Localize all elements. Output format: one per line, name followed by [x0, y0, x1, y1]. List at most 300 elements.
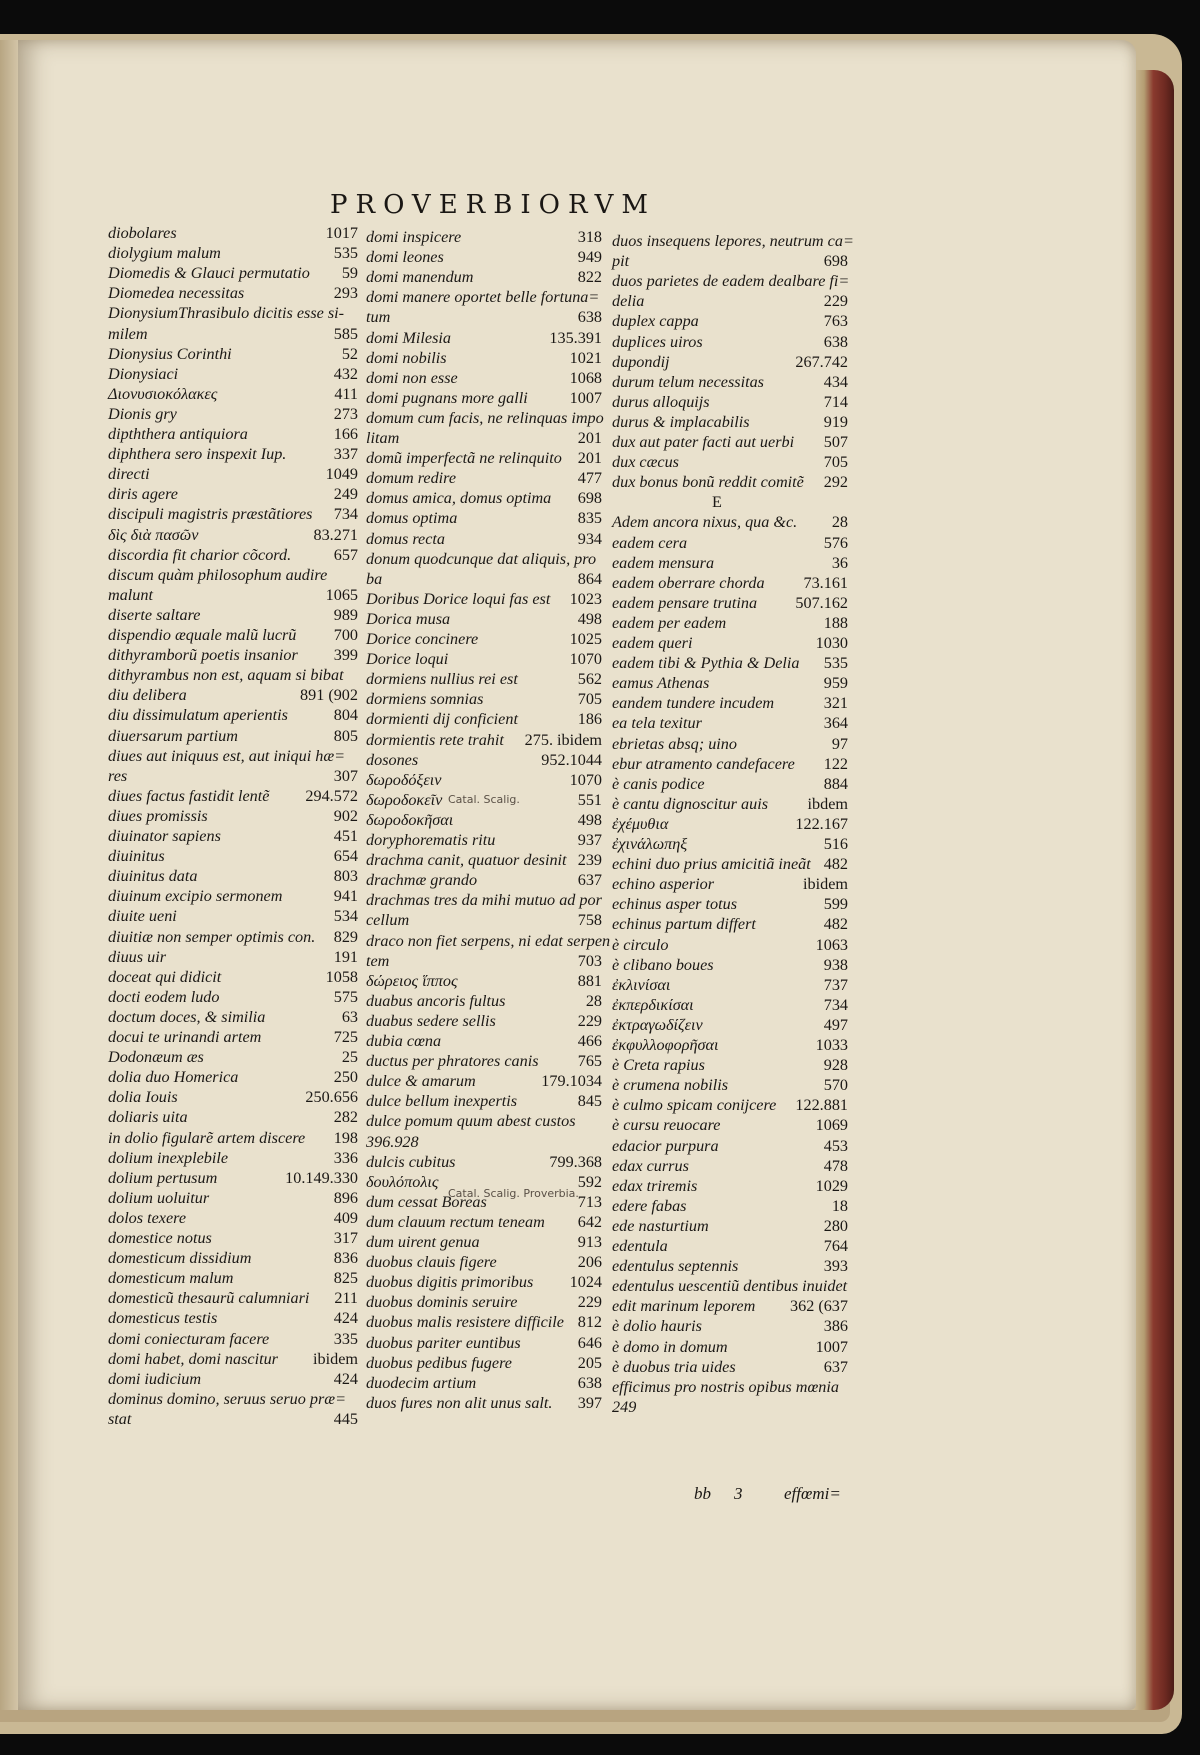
index-entry	[612, 513, 848, 533]
index-entry	[366, 891, 602, 911]
entry-page-number: 1024	[569, 1273, 602, 1292]
entry-page-number: 881	[577, 971, 602, 990]
index-entry	[366, 1032, 602, 1052]
index-entry	[612, 634, 848, 654]
index-entry	[612, 1036, 848, 1056]
entry-text: diuus uir	[108, 947, 167, 966]
entry-text: ἐχέμυθια	[612, 814, 669, 833]
index-entry	[366, 489, 602, 509]
index-entry	[108, 1370, 358, 1390]
entry-text: drachmas tres da mihi mutuo ad por	[366, 891, 602, 910]
index-entry	[108, 485, 358, 505]
entry-text: tum	[366, 308, 391, 327]
index-entry	[366, 1012, 602, 1032]
entry-text: dormienti dij conficient	[366, 710, 518, 729]
entry-page-number: 507	[823, 433, 848, 451]
entry-text: duobus pariter euntibus	[366, 1333, 521, 1352]
index-entry	[108, 586, 358, 606]
index-entry	[366, 1313, 602, 1333]
entry-text: durus & implacabilis	[612, 412, 750, 431]
entry-text: dulce & amarum	[366, 1072, 476, 1091]
entry-text: duos parietes de eadem dealbare fi=	[612, 272, 850, 291]
entry-page-number: 864	[577, 569, 602, 588]
entry-page-number: 191	[333, 947, 358, 966]
entry-page-number: 1070	[569, 650, 602, 669]
index-entry	[366, 228, 602, 248]
index-entry	[108, 365, 358, 385]
entry-page-number: 928	[823, 1056, 848, 1075]
entry-text: domi iudicium	[108, 1369, 202, 1388]
entry-text: eadem tibi & Pythia & Delia	[612, 654, 800, 673]
entry-text: efficimus pro nostris opibus mœnia	[612, 1377, 839, 1396]
index-entry	[108, 787, 358, 807]
entry-text: litam	[366, 429, 400, 447]
entry-text: domum redire	[366, 469, 457, 488]
entry-text: è cantu dignoscitur auis	[612, 794, 769, 813]
entry-page-number: 989	[333, 605, 358, 624]
index-entry	[366, 610, 602, 630]
entry-text: domesticum dissidium	[108, 1249, 252, 1268]
entry-text: dolium pertusum	[108, 1168, 218, 1187]
index-entry	[612, 1317, 848, 1337]
index-entry	[108, 767, 358, 787]
entry-text: domũ imperfectã ne relinquito	[366, 449, 562, 468]
entry-page-number: 891 (902	[300, 686, 358, 705]
index-entry	[612, 333, 848, 353]
entry-text: domesticũ thesaurũ calumniari	[108, 1289, 310, 1308]
entry-page-number: 97	[831, 734, 848, 753]
index-entry	[366, 1354, 602, 1374]
entry-text: è dolio hauris	[612, 1317, 702, 1336]
index-entry	[612, 755, 848, 775]
entry-page-number: 273	[333, 404, 358, 423]
entry-text: domi inspicere	[366, 228, 462, 246]
entry-text: Dionysius Corinthi	[108, 344, 232, 363]
index-entry	[366, 771, 602, 791]
index-entry	[108, 405, 358, 425]
index-entry	[366, 931, 611, 952]
index-entry	[366, 992, 602, 1012]
entry-text: edere fabas	[612, 1196, 687, 1215]
entry-text: domus recta	[366, 529, 445, 548]
entry-page-number: 534	[333, 907, 358, 926]
entry-text: dithyramborũ poetis insanior	[108, 646, 298, 665]
index-entry	[108, 1008, 358, 1028]
entry-page-number: 122.167	[795, 814, 848, 833]
index-entry	[108, 1048, 358, 1068]
entry-text: tem	[366, 951, 390, 970]
index-entry	[366, 570, 602, 590]
index-entry	[108, 626, 358, 646]
entry-text: diserte saltare	[108, 605, 201, 624]
entry-text: dulce bellum inexpertis	[366, 1092, 518, 1111]
entry-text: ebrietas absq; uino	[612, 734, 737, 753]
index-entry	[108, 1249, 358, 1269]
entry-page-number: 201	[577, 449, 602, 468]
entry-page-number: 1069	[815, 1116, 848, 1135]
entry-text: domesticus testis	[108, 1309, 218, 1328]
index-entry	[108, 686, 358, 706]
entry-page-number: 211	[334, 1289, 358, 1308]
index-entry	[108, 666, 358, 686]
entry-text: docti eodem ludo	[108, 987, 220, 1006]
entry-text: dolia duo Homerica	[108, 1068, 239, 1087]
entry-text: δὶς διὰ πασῶν	[108, 525, 199, 544]
entry-text: è cursu reuocare	[612, 1116, 721, 1135]
index-entry	[366, 851, 602, 871]
entry-text: eamus Athenas	[612, 674, 710, 693]
entry-page-number: 714	[823, 392, 848, 411]
entry-page-number: 941	[333, 887, 358, 906]
index-entry	[612, 976, 848, 996]
entry-page-number: 637	[823, 1357, 848, 1376]
entry-page-number: 700	[333, 626, 358, 644]
entry-text: drachma canit, quatuor desinit	[366, 851, 567, 870]
index-entry	[612, 312, 848, 332]
entry-text: echinus asper totus	[612, 895, 737, 914]
entry-text: domestice notus	[108, 1229, 212, 1247]
entry-text: eadem mensura	[612, 553, 715, 572]
entry-page-number: 805	[333, 726, 358, 745]
index-entry	[108, 1269, 358, 1289]
entry-page-number: 551	[577, 790, 602, 809]
entry-page-number: 829	[333, 927, 358, 946]
entry-text: dosones	[366, 750, 419, 769]
entry-page-number: 52	[341, 344, 358, 363]
index-entry	[612, 594, 848, 614]
entry-page-number: 229	[577, 1293, 602, 1312]
entry-page-number: 734	[333, 505, 358, 524]
entry-text: doctum doces, & similia	[108, 1007, 266, 1026]
index-entry	[108, 385, 358, 405]
index-entry	[612, 855, 848, 875]
entry-page-number: 938	[823, 955, 848, 974]
entry-text: DionysiumThrasibulo dicitis esse si-	[108, 304, 345, 323]
entry-text: domi pugnans more galli	[366, 388, 528, 407]
entry-text: Dorica musa	[366, 609, 451, 628]
entry-page-number: 764	[823, 1237, 848, 1255]
entry-text: discum quàm philosophum audire	[108, 565, 328, 584]
index-entry	[612, 694, 848, 714]
entry-text: donum quodcunque dat aliquis, pro	[366, 549, 597, 568]
index-entry	[612, 574, 848, 594]
entry-page-number: 201	[577, 429, 602, 447]
index-entry	[108, 1289, 358, 1309]
entry-page-number: 535	[333, 244, 358, 263]
index-entry	[612, 936, 848, 956]
entry-text: dipththera antiquiora	[108, 425, 248, 443]
entry-text: dolia Iouis	[108, 1088, 178, 1107]
index-entry	[108, 505, 358, 525]
entry-text: duplex cappa	[612, 312, 699, 331]
index-entry	[108, 606, 358, 626]
index-entry	[366, 650, 602, 670]
index-entry	[612, 1217, 848, 1237]
entry-text: Adem ancora nixus, qua &c.	[612, 513, 798, 532]
entry-text: è clibano boues	[612, 955, 714, 974]
entry-text: 396.928	[366, 1132, 419, 1151]
index-entry	[612, 1277, 848, 1297]
index-entry	[108, 847, 358, 867]
entry-text: diues promissis	[108, 806, 208, 825]
entry-page-number: 36	[831, 553, 848, 572]
entry-text: milem	[108, 324, 148, 343]
entry-page-number: 317	[333, 1229, 358, 1247]
index-entry	[366, 710, 602, 730]
index-entry	[612, 272, 848, 292]
index-entry	[366, 308, 602, 328]
index-entry	[108, 445, 358, 465]
entry-text: diolygium malum	[108, 244, 221, 263]
index-entry	[366, 1394, 602, 1414]
entry-page-number: 482	[823, 855, 848, 874]
entry-page-number: 337	[333, 445, 358, 464]
entry-page-number: 562	[577, 670, 602, 689]
index-entry	[108, 345, 358, 365]
entry-page-number: 949	[577, 248, 602, 267]
entry-text: discordia fit charior cõcord.	[108, 545, 292, 564]
entry-page-number: 386	[823, 1317, 848, 1336]
entry-page-number: 280	[823, 1216, 848, 1235]
entry-page-number: 637	[577, 871, 602, 890]
index-entry	[108, 465, 358, 485]
entry-text: diuinator sapiens	[108, 827, 221, 845]
index-entry	[366, 429, 602, 449]
index-entry	[366, 630, 602, 650]
entry-page-number: 122	[823, 754, 848, 773]
entry-text: domesticum malum	[108, 1269, 234, 1288]
index-entry	[612, 1096, 848, 1116]
index-entry	[108, 867, 358, 887]
index-entry	[612, 453, 848, 473]
index-entry	[366, 751, 602, 771]
entry-page-number: 409	[333, 1208, 358, 1227]
index-entry	[612, 433, 848, 453]
entry-text: ea tela texitur	[612, 714, 702, 733]
entry-text: diu delibera	[108, 686, 187, 705]
entry-text: Διονυσιοκόλακες	[108, 384, 218, 403]
index-entry	[612, 353, 848, 373]
index-entry	[108, 928, 358, 948]
entry-page-number: 250.656	[305, 1088, 358, 1107]
index-entry	[366, 1273, 602, 1293]
index-entry	[612, 1177, 848, 1197]
signature-mark: bb	[694, 1484, 711, 1503]
entry-text: edentula	[612, 1237, 668, 1255]
entry-page-number: 249	[333, 485, 358, 504]
index-entry	[366, 690, 602, 710]
entry-text: durus alloquijs	[612, 392, 710, 411]
index-entry	[366, 831, 602, 851]
entry-page-number: 698	[823, 252, 848, 271]
index-entry	[612, 292, 848, 312]
entry-page-number: 83.271	[313, 525, 358, 544]
index-entry	[612, 1016, 848, 1036]
index-entry	[366, 1072, 602, 1092]
entry-text: dux cæcus	[612, 453, 679, 472]
index-entry	[366, 248, 602, 268]
leaf-number: 3	[734, 1484, 743, 1503]
index-entry	[366, 1233, 602, 1253]
entry-text: domi coniecturam facere	[108, 1329, 270, 1348]
entry-page-number: 1007	[569, 388, 602, 407]
index-entry	[612, 413, 848, 433]
entry-text: echino asperior	[612, 875, 715, 894]
entry-page-number: 705	[823, 453, 848, 472]
entry-text: doryphorematis ritu	[366, 831, 496, 849]
entry-page-number: 135.391	[549, 328, 602, 347]
entry-page-number: 804	[333, 706, 358, 725]
entry-page-number: 482	[823, 915, 848, 934]
entry-text: duobus malis resistere difficile	[366, 1313, 564, 1332]
index-entry	[612, 775, 848, 795]
entry-page-number: 393	[823, 1257, 848, 1276]
index-entry	[366, 871, 602, 891]
entry-page-number: 737	[823, 975, 848, 994]
entry-text: duodecim artium	[366, 1373, 477, 1392]
entry-page-number: 638	[577, 308, 602, 327]
entry-text: domus amica, domus optima	[366, 489, 552, 508]
entry-text: duobus pedibus fugere	[366, 1353, 512, 1372]
entry-text: drachmæ grando	[366, 871, 478, 890]
entry-text: echinus partum differt	[612, 915, 756, 934]
entry-text: dithyrambus non est, aquam si bibat	[108, 666, 344, 685]
entry-page-number: 294.572	[305, 786, 358, 805]
entry-text: directi	[108, 465, 150, 484]
entry-text: è Creta rapius	[612, 1056, 705, 1075]
entry-text: draco non fiet serpens, ni edat serpen	[366, 931, 611, 950]
entry-text: δωροδόξειν	[366, 770, 442, 789]
index-entry	[108, 546, 358, 566]
index-entry	[108, 706, 358, 726]
index-entry	[108, 1330, 358, 1350]
entry-text: cellum	[366, 911, 410, 930]
entry-page-number: 307	[333, 766, 358, 785]
entry-text: Diomedea necessitas	[108, 284, 245, 303]
entry-page-number: 229	[823, 292, 848, 311]
entry-text: duobus dominis seruire	[366, 1293, 518, 1312]
index-entry	[366, 530, 602, 550]
entry-page-number: 1030	[815, 634, 848, 652]
entry-text: dubia cœna	[366, 1032, 442, 1050]
index-entry	[108, 988, 358, 1008]
index-entry	[366, 590, 602, 610]
entry-text: dormientis rete trahit	[366, 730, 504, 749]
index-entry	[108, 747, 358, 767]
entry-page-number: 1063	[815, 935, 848, 954]
entry-page-number: 734	[823, 995, 848, 1014]
entry-text: duobus clauis figere	[366, 1253, 497, 1272]
catchword: effœmi=	[784, 1484, 841, 1503]
entry-page-number: 424	[333, 1309, 358, 1328]
entry-text: edax triremis	[612, 1176, 698, 1195]
index-entry	[366, 731, 602, 751]
entry-page-number: 585	[333, 324, 358, 343]
entry-page-number: 934	[577, 529, 602, 548]
entry-page-number: 292	[823, 473, 848, 492]
index-entry	[612, 1157, 848, 1177]
index-entry	[108, 1390, 358, 1410]
index-entry	[366, 389, 602, 409]
entry-text: dupondij	[612, 352, 670, 371]
entry-text: è duobus tria uides	[612, 1357, 736, 1376]
index-entry	[612, 735, 848, 755]
index-entry	[108, 646, 358, 666]
entry-text: diues aut iniquus est, aut iniqui hæ=	[108, 746, 346, 765]
entry-page-number: 250	[333, 1068, 358, 1087]
entry-text: echini duo prius amicitiã ineãt	[612, 855, 811, 874]
entry-text: diobolares	[108, 224, 177, 242]
index-entry	[108, 244, 358, 264]
entry-page-number: 638	[823, 332, 848, 351]
index-entry	[366, 1052, 602, 1072]
entry-page-number: 498	[577, 810, 602, 829]
entry-text: in dolio figularẽ artem discere	[108, 1128, 306, 1147]
entry-page-number: 1007	[815, 1337, 848, 1356]
index-entry	[108, 264, 358, 284]
entry-text: duos insequens lepores, neutrum ca=	[612, 232, 854, 250]
entry-page-number: 451	[333, 827, 358, 845]
entry-text: ἐκπερδικίσαι	[612, 995, 694, 1014]
entry-page-number: 239	[577, 851, 602, 870]
entry-text: diuinum excipio sermonem	[108, 887, 283, 906]
entry-text: Dorice loqui	[366, 650, 449, 669]
entry-text: dum cessat Boreas	[366, 1192, 487, 1211]
entry-page-number: 318	[577, 228, 602, 246]
index-entry	[612, 1237, 848, 1257]
index-entry	[366, 972, 602, 992]
entry-text: dolium inexplebile	[108, 1148, 229, 1167]
entry-text: edit marinum leporem	[612, 1297, 756, 1316]
entry-text: malunt	[108, 585, 153, 604]
entry-text: doliaris uita	[108, 1108, 188, 1127]
entry-page-number: ibidem	[313, 1349, 358, 1368]
entry-page-number: 28	[831, 513, 848, 532]
entry-page-number: 198	[333, 1128, 358, 1147]
entry-page-number: 599	[823, 895, 848, 914]
entry-page-number: 434	[823, 372, 848, 391]
entry-page-number: 758	[577, 911, 602, 930]
index-entry	[612, 1257, 848, 1277]
index-entry	[366, 811, 602, 831]
entry-page-number: 654	[333, 847, 358, 866]
entry-text: δωροδοκῆσαι	[366, 810, 454, 829]
index-entry	[612, 534, 848, 554]
index-entry	[612, 996, 848, 1016]
entry-text: edentulus septennis	[612, 1257, 739, 1276]
entry-page-number: 362 (637	[790, 1297, 848, 1316]
index-entry	[366, 670, 602, 690]
entry-text: delia	[612, 292, 645, 311]
entry-page-number: 28	[585, 991, 602, 1010]
entry-text: edentulus uescentiũ dentibus inuidet	[612, 1277, 848, 1296]
entry-page-number: 1068	[569, 368, 602, 387]
handwritten-note: Catal. Scalig. Proverbia.	[448, 1187, 579, 1200]
index-entry	[108, 1209, 358, 1229]
entry-text: duobus digitis primoribus	[366, 1273, 534, 1292]
entry-text: E	[712, 493, 722, 512]
entry-page-number: 516	[823, 835, 848, 853]
index-entry	[108, 1309, 358, 1329]
index-entry	[612, 815, 848, 835]
entry-text: δώρειος ἵππος	[366, 971, 458, 990]
entry-text: dux bonus bonũ reddit comitẽ	[612, 473, 804, 492]
entry-page-number: 822	[577, 268, 602, 287]
index-entry	[612, 674, 848, 694]
entry-page-number: 1029	[815, 1176, 848, 1195]
index-entry	[108, 1149, 358, 1169]
entry-page-number: 576	[823, 533, 848, 552]
